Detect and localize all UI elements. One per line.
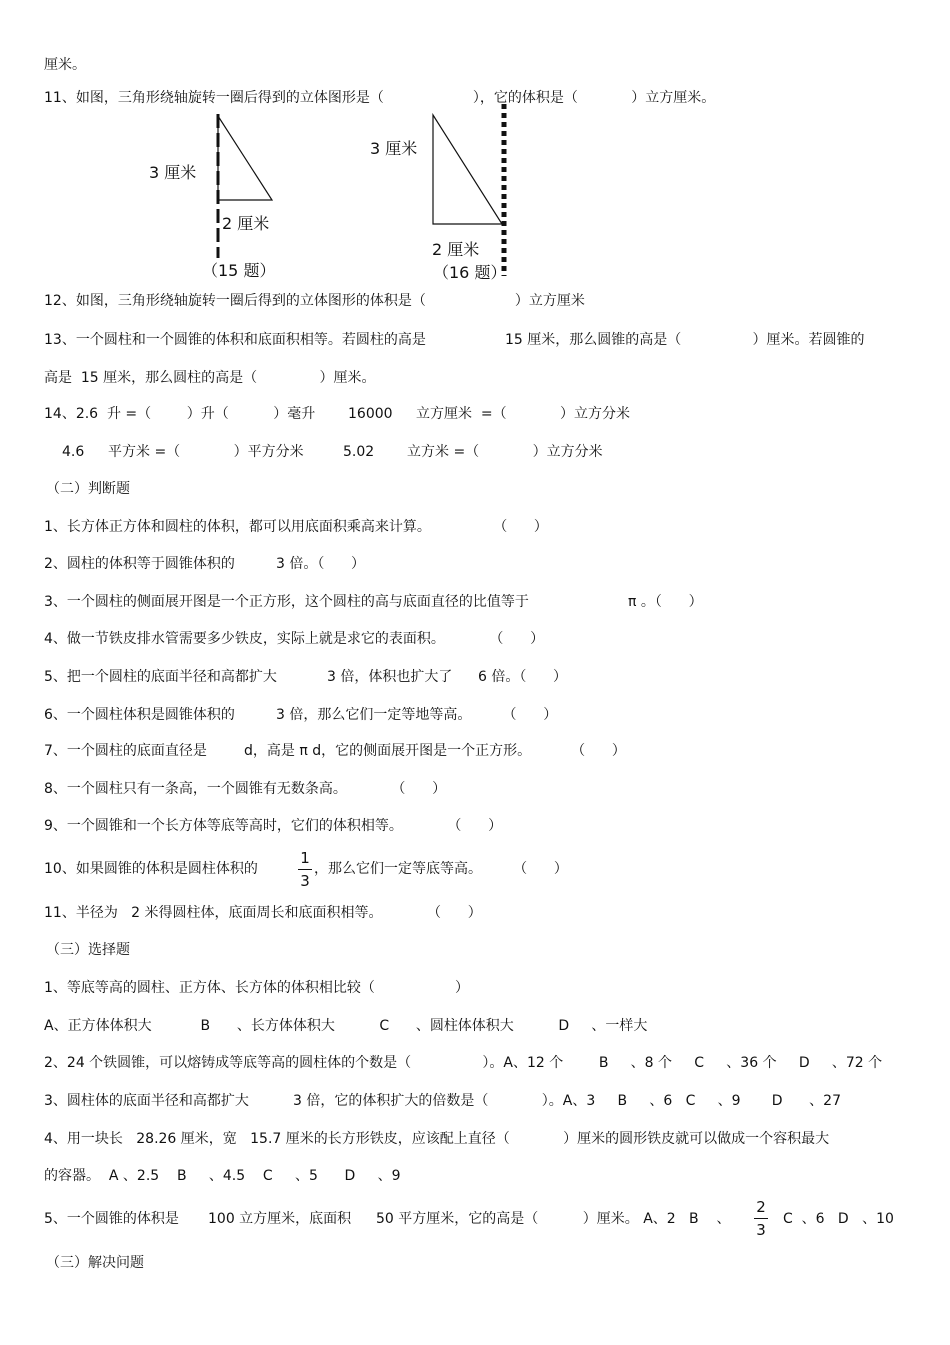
q12-text: 12、如图，三角形绕轴旋转一圈后得到的立体图形的体积是（ ）立方厘米 [44, 293, 585, 309]
section-solve-title: （三）解决问题 [46, 1255, 144, 1271]
fig15-base-label: 2 厘米 [222, 214, 270, 233]
fig15-caption: （15 题） [202, 261, 276, 280]
judge-item-11: 11、半径为 2 米得圆柱体，底面周长和底面积相等。 （ ） [44, 905, 482, 921]
judge-item-3a: 3、一个圆柱的侧面展开图是一个正方形，这个圆柱的高与底面直径的比值等于 [44, 594, 529, 610]
q14-part3: 立方厘米 =（ ）立方分米 [416, 406, 631, 422]
fraction-numerator: 2 [756, 1198, 766, 1216]
judge-item-5c: 6 倍。（ ） [478, 669, 568, 685]
choice-item-2: 2、24 个铁圆锥，可以熔铸成等底等高的圆柱体的个数是（ ）。A、12 个 B 、8 个 C 、36 个 D 、72 个 [44, 1055, 883, 1071]
judge-item-9: 9、一个圆锥和一个长方体等底等高时，它们的体积相等。 （ ） [44, 818, 503, 834]
judge-item-2a: 2、圆柱的体积等于圆锥体积的 [44, 556, 235, 572]
figure-15 [140, 108, 300, 286]
q14-part7: 立方米 =（ ）立方分米 [407, 444, 603, 460]
judge-item-7b: d，高是 π d，它的侧面展开图是一个正方形。 （ ） [244, 743, 626, 759]
judge-item-6b: 3 倍，那么它们一定等地等高。 （ ） [276, 707, 558, 723]
q14-part1: 14、2.6 升 =（ ）升（ ）毫升 [44, 406, 316, 422]
q14-part6: 5.02 [343, 444, 375, 460]
choice-item-5c: 50 平方厘米，它的高是（ ）厘米。 A、2 B 、 [376, 1211, 731, 1227]
q13-part3: 高是 15 厘米，那么圆柱的高是（ ）厘米。 [44, 370, 376, 386]
judge-item-5a: 5、把一个圆柱的底面半径和高都扩大 [44, 669, 277, 685]
judge-item-10b: ，那么它们一定等底等高。 （ ） [314, 861, 568, 877]
fig16-height-label: 3 厘米 [370, 139, 418, 158]
q11-text: 11、如图，三角形绕轴旋转一圈后得到的立体图形是（ ），它的体积是（ ）立方厘米。 [44, 90, 716, 106]
choice-item-5b: 100 立方厘米，底面积 [208, 1211, 352, 1227]
q14-part4: 4.6 [62, 444, 85, 460]
choice-item-5a: 5、一个圆锥的体积是 [44, 1211, 179, 1227]
choice-item-3b: 3 倍，它的体积扩大的倍数是（ ）。A、3 B 、6 C 、9 D 、27 [293, 1093, 841, 1109]
fig15-height-label: 3 厘米 [149, 163, 197, 182]
judge-item-2b: 3 倍。（ ） [276, 556, 366, 572]
judge-item-7a: 7、一个圆柱的底面直径是 [44, 743, 207, 759]
fraction-numerator: 1 [300, 849, 310, 867]
judge-item-3b: π 。（ ） [628, 594, 703, 610]
judge-item-8: 8、一个圆柱只有一条高，一个圆锥有无数条高。 （ ） [44, 781, 447, 797]
line-cont: 厘米。 [44, 57, 86, 73]
judge-item-6a: 6、一个圆柱体积是圆锥体积的 [44, 707, 235, 723]
choice-item-4a: 4、用一块长 28.26 厘米，宽 15.7 厘米的长方形铁皮，应该配上直径（ ）厘米的圆形铁皮就可以做成一个容积最大 [44, 1131, 830, 1147]
choice-item-1-options: A、正方体体积大 B 、长方体体积大 C 、圆柱体体积大 D 、一样大 [44, 1018, 648, 1034]
section-judgment-title: （二）判断题 [46, 481, 130, 497]
q14-part5: 平方米 =（ ）平方分米 [108, 444, 304, 460]
judge-item-1: 1、长方体正方体和圆柱的体积，都可以用底面积乘高来计算。 （ ） [44, 519, 548, 535]
fraction-one-third [298, 849, 312, 890]
q14-part2: 16000 [348, 406, 393, 422]
figure-16 [365, 100, 525, 286]
fraction-two-thirds [754, 1198, 768, 1239]
judge-item-4: 4、做一节铁皮排水管需要多少铁皮，实际上就是求它的表面积。 （ ） [44, 631, 545, 647]
choice-item-3a: 3、圆柱体的底面半径和高都扩大 [44, 1093, 249, 1109]
fig16-caption: （16 题） [433, 263, 507, 282]
q13-part2: 15 厘米，那么圆锥的高是（ ）厘米。若圆锥的 [505, 332, 865, 348]
q13-part1: 13、一个圆柱和一个圆锥的体积和底面积相等。若圆柱的高是 [44, 332, 426, 348]
choice-item-5d: C 、6 D 、10 [783, 1211, 894, 1227]
choice-item-4b: 的容器。 A 、2.5 B 、4.5 C 、5 D 、9 [44, 1168, 401, 1184]
judge-item-5b: 3 倍，体积也扩大了 [327, 669, 453, 685]
fraction-denominator: 3 [300, 872, 310, 890]
judge-item-10a: 10、如果圆锥的体积是圆柱体积的 [44, 861, 258, 877]
choice-item-1: 1、等底等高的圆柱、正方体、长方体的体积相比较（ ） [44, 980, 470, 996]
fraction-denominator: 3 [756, 1221, 766, 1239]
fig16-base-label: 2 厘米 [432, 240, 480, 259]
section-choice-title: （三）选择题 [46, 942, 130, 958]
